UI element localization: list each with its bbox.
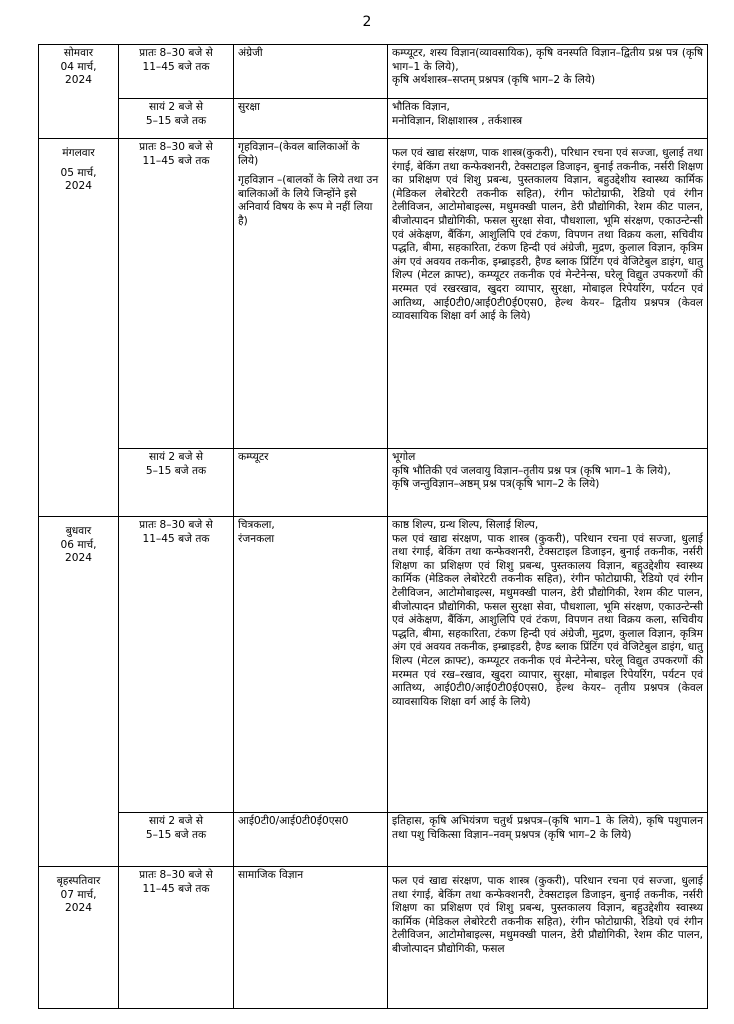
other-subjects-cell: काष्ठ शिल्प, ग्रन्थ शिल्प, सिलाई शिल्प, फल एवं खाद्य संरक्षण, पाक शास्त्र (कुकरी), परिधान रचना एवं सज्जा, धुलाई तथा रंगाई, बेकिंग तथा कन्फेक्शनरी, टेक्सटाइल डिजाइन, बुनाई तकनीक, नर्सरी शिक्षण का प्रशिक्षण एवं शिशु प्रबन्ध, पुस्तकालय विज्ञान, बहुउद्देशीय स्वास्थ्य कार्मिक (मेडिकल लेबोरेटरी तकनीक सहित), रंगीन फोटोग्राफी, रेडियो एवं रंगीन टेलीविजन, आटोमोबाइल्स, मधुमक्खी पालन, डेरी प्रौद्योगिकी, रेशम कीट पालन, बीजोत्पादन प्रौद्योगिकी, फसल सुरक्षा सेवा, पौधशाला, भूमि संरक्षण, एकाउन्टेन्सी एवं अंकेक्षण, बैंकिंग, आशुलिपि एवं टंकण, विपणन तथा विक्रय कला, सचिवीय पद्धति, बीमा, सहकारिता, टंकण हिन्दी एवं अंग्रेजी, मुद्रण, कुलाल विज्ञान, कृत्रिम अंग एवं अवयव तकनीक, इम्ब्राइडरी, हैण्ड ब्लाक प्रिंटिंग एवं वेजिटेबुल डाइंग, धातु शिल्प (मेटल क्राफ्ट), कम्प्यूटर तकनीक एवं मेन्टेनेन्स, घरेलू विद्युत उपकरणों की मरम्मत एवं रख–रखाव, खुदरा व्यापार, सुरक्षा, मोबाइल रिपेयरिंग, पर्यटन एवं आतिथ्य, आई0टी0/आई0टी0ई0एस0, हेल्थ केयर– तृतीय प्रश्नपत्र (केवल व्यावसायिक शिक्षा वर्ग आई के लिये) (388, 517, 708, 813)
subject-cell: कम्प्यूटर (234, 449, 388, 517)
day-name: बुधवार (65, 525, 92, 537)
page-number: 2 (362, 14, 372, 30)
exam-schedule-table (38, 44, 708, 1009)
day-year: 2024 (65, 180, 92, 193)
subject-cell: चित्रकला, रंजनकला (234, 517, 388, 813)
table-row (39, 99, 708, 139)
day-date: 05 मार्च, (60, 166, 97, 179)
time-cell: प्रातः 8–30 बजे से 11–45 बजे तक (119, 139, 234, 449)
table-row (39, 517, 708, 813)
subject-cell: सामाजिक विज्ञान (234, 867, 388, 1009)
time-cell: प्रातः 8–30 बजे से 11–45 बजे तक (119, 517, 234, 813)
subject-cell: गृहविज्ञान–(केवल बालिकाओं के लिये) गृहविज्ञान –(बालकों के लिये तथा उन बालिकाओं के लिये जिन्होंने इसे अनिवार्य विषय के रूप मे नहीं लिया है) (234, 139, 388, 449)
day-year: 2024 (65, 74, 92, 87)
table-row (39, 449, 708, 517)
day-cell (39, 45, 119, 139)
day-cell (39, 139, 119, 517)
subject-cell: आई0टी0/आई0टी0ई0एस0 (234, 813, 388, 867)
other-subjects-cell: भूगोल कृषि भौतिकी एवं जलवायु विज्ञान–तृतीय प्रश्न पत्र (कृषि भाग–1 के लिये), कृषि जन्तुविज्ञान–अष्ठम् प्रश्न पत्र(कृषि भाग–2 के लिये) (388, 449, 708, 517)
table-row (39, 867, 708, 1009)
day-name: मंगलवार (62, 147, 95, 159)
time-cell: प्रातः 8–30 बजे से 11–45 बजे तक (119, 45, 234, 99)
day-year: 2024 (65, 552, 92, 565)
time-cell: सायं 2 बजे से 5–15 बजे तक (119, 813, 234, 867)
time-cell: प्रातः 8–30 बजे से 11–45 बजे तक (119, 867, 234, 1009)
day-date: 04 मार्च, (60, 60, 97, 73)
table-row (39, 813, 708, 867)
other-subjects-cell: कम्प्यूटर, शस्य विज्ञान(व्यावसायिक), कृषि वनस्पति विज्ञान–द्वितीय प्रश्न पत्र (कृषि भाग–1 के लिये), कृषि अर्थशास्त्र–सप्तम् प्रश्नपत्र (कृषि भाग–2 के लिये) (388, 45, 708, 99)
other-subjects-cell: फल एवं खाद्य संरक्षण, पाक शास्त्र(कुकरी), परिधान रचना एवं सज्जा, धुलाई तथा रंगाई, बेकिंग तथा कन्फेक्शनरी, टेक्सटाइल डिजाइन, बुनाई तकनीक, नर्सरी शिक्षण का प्रशिक्षण एवं शिशु प्रबन्ध, पुस्तकालय विज्ञान, बहुउद्देशीय स्वास्थ्य कार्मिक (मेडिकल लेबोरेटरी तकनीक सहित), रंगीन फोटोग्राफी, रेडियो एवं रंगीन टेलीविजन, आटोमोबाइल्स, मधुमक्खी पालन, डेरी प्रौद्योगिकी, रेशम कीट पालन, बीजोत्पादन प्रौद्योगिकी, फसल सुरक्षा सेवा, पौधशाला, भूमि संरक्षण, एकाउन्टेन्सी एवं अंकेक्षण, बैंकिंग, आशुलिपि एवं टंकण, विपणन तथा विक्रय कला, सचिवीय पद्धति, बीमा, सहकारिता, टंकण हिन्दी एवं अंग्रेजी, मुद्रण, कुलाल विज्ञान, कृत्रिम अंग एवं अवयव तकनीक, इम्ब्राइडरी, हैण्ड ब्लाक प्रिंटिंग एवं वेजिटेबुल डाइंग, धातु शिल्प (मेटल क्राफ्ट), कम्प्यूटर तकनीक एवं मेन्टेनेन्स, घरेलू विद्युत उपकरणों की मरम्मत एवं रखरखाव, खुदरा व्यापार, सुरक्षा, मोबाइल रिपेयरिंग, पर्यटन एवं आतिथ्य, आई0टी0/आई0टी0ई0एस0, हेल्थ केयर– द्वितीय प्रश्नपत्र (केवल व्यावसायिक शिक्षा वर्ग आई के लिये) (388, 139, 708, 449)
other-subjects-cell: फल एवं खाद्य संरक्षण, पाक शास्त्र (कुकरी), परिधान रचना एवं सज्जा, धुलाई तथा रंगाई, बेकिंग तथा कन्फेक्शनरी, टेक्सटाइल डिजाइन, बुनाई तकनीक, नर्सरी शिक्षण का प्रशिक्षण एवं शिशु प्रबन्ध, पुस्तकालय विज्ञान, बहुउद्देशीय स्वास्थ्य कार्मिक (मेडिकल लेबोरेटरी तकनीक सहित), रंगीन फोटोग्राफी, रेडियो एवं रंगीन टेलीविजन, आटोमोबाइल्स, मधुमक्खी पालन, डेरी प्रौद्योगिकी, रेशम कीट पालन, बीजोत्पादन प्रौद्योगिकी, फसल (388, 867, 708, 1009)
time-cell: सायं 2 बजे से 5–15 बजे तक (119, 99, 234, 139)
day-date: 07 मार्च, (60, 888, 97, 901)
subject-cell: अंग्रेजी (234, 45, 388, 99)
day-name: सोमवार (63, 47, 94, 59)
day-name: बृहस्पतिवार (56, 875, 101, 887)
day-date: 06 मार्च, (60, 538, 97, 551)
table-row (39, 139, 708, 449)
other-subjects-cell: भौतिक विज्ञान, मनोविज्ञान, शिक्षाशास्त्र , तर्कशास्त्र (388, 99, 708, 139)
time-cell: सायं 2 बजे से 5–15 बजे तक (119, 449, 234, 517)
subject-cell: सुरक्षा (234, 99, 388, 139)
day-cell (39, 867, 119, 1009)
table-row (39, 45, 708, 99)
other-subjects-cell: इतिहास, कृषि अभियंत्रण चतुर्थ प्रश्नपत्र–(कृषि भाग–1 के लिये), कृषि पशुपालन तथा पशु चिकित्सा विज्ञान–नवम् प्रश्नपत्र (कृषि भाग–2 के लिये) (388, 813, 708, 867)
day-cell (39, 517, 119, 867)
day-year: 2024 (65, 902, 92, 915)
